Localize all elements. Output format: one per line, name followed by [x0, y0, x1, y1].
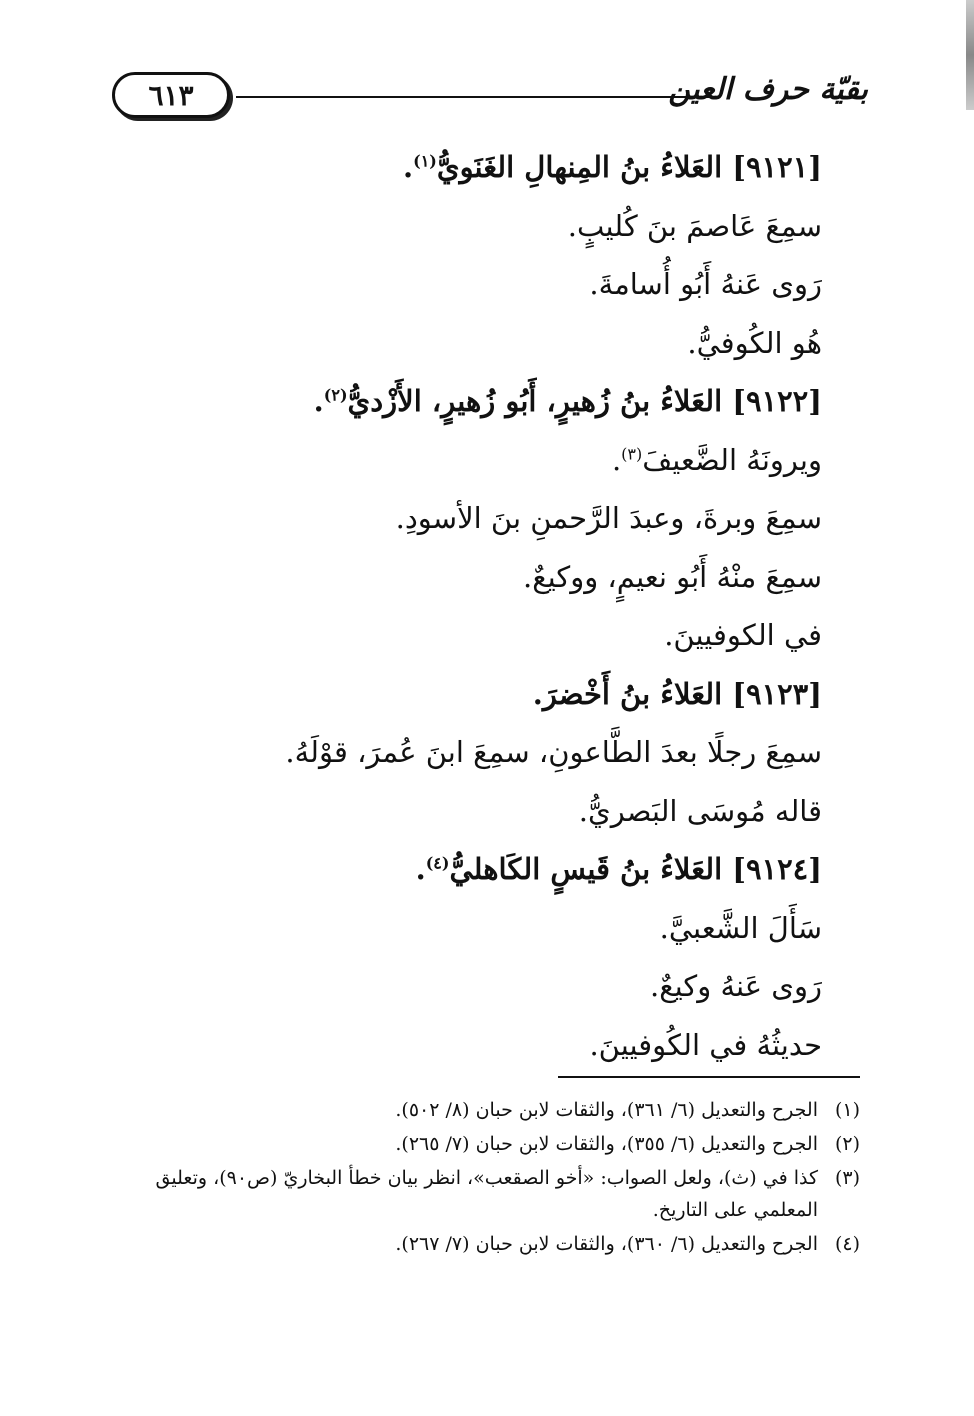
footnote-ref: (١): [413, 151, 437, 171]
line-text: سمِعَ عَاصمَ بنَ كُليبٍ.: [567, 208, 822, 243]
line-text: ويرونَهُ الضَّعيفَ: [642, 442, 822, 477]
main-text: [120, 138, 822, 1074]
text-line: [120, 899, 822, 958]
footnote-mark: (٤): [834, 1233, 860, 1255]
running-title: بقيّة حرف العين: [668, 72, 868, 107]
text-line: [120, 957, 822, 1016]
line-text: سمِعَ رجلًا بعدَ الطَّاعونِ، سمِعَ ابنَ عُمرَ، قوْلَهُ.: [285, 735, 822, 769]
footnote-mark: (٣): [834, 1167, 860, 1189]
footnote-ref: (٣): [621, 443, 643, 463]
line-text: في الكوفيينَ.: [664, 618, 822, 652]
text-line: [120, 840, 822, 899]
footnote: [110, 1094, 860, 1126]
text-line: [120, 489, 822, 548]
footnote: [110, 1128, 860, 1160]
page-number: ٦١٣: [112, 72, 230, 118]
page-header: [112, 72, 868, 132]
line-text: قاله مُوسَى البَصريُّ.: [578, 793, 822, 828]
text-line: [120, 665, 822, 724]
footnote-text: كذا في (ث)، ولعل الصواب: «أخو الصقعب»، انظر بيان خطأ البخاريّ (ص٩٠)، وتعليق المعلمي على التاريخ.: [155, 1167, 818, 1221]
text-line: [120, 255, 822, 314]
line-text: رَوى عَنهُ وكيعٌ.: [650, 969, 822, 1003]
line-tail: .: [403, 150, 414, 184]
footnote-ref: (٢): [323, 385, 348, 405]
line-text: [٩١٢٣] العَلاءُ بنُ أَخْضرَ.: [532, 676, 822, 711]
line-tail: .: [415, 852, 426, 886]
footnote-text: الجرح والتعديل (٦/ ٣٦٠)، والثقات لابن حبان (٧/ ٢٦٧).: [395, 1233, 818, 1255]
line-text: هُو الكُوفيُّ.: [687, 325, 822, 360]
text-line: [120, 197, 822, 256]
line-text: سَأَلَ الشَّعبيَّ.: [659, 910, 822, 945]
line-text: [٩١٢٢] العَلاءُ بنُ زُهيرٍ، أَبُو زُهيرٍ، الأَزْديُّ: [347, 384, 822, 418]
footnote-ref: (٤): [425, 853, 450, 873]
footnote: [110, 1162, 860, 1226]
line-text: سمِعَ وبرةَ، وعبدَ الرَّحمنِ بنَ الأسودِ.: [395, 501, 822, 535]
text-line: [120, 1016, 822, 1075]
header-rule: [236, 96, 718, 98]
line-tail: .: [313, 384, 324, 418]
footnote-separator: [558, 1076, 860, 1078]
text-line: [120, 372, 822, 431]
footnote-mark: (٢): [834, 1133, 860, 1155]
footnotes: [110, 1094, 860, 1262]
line-text: حديثُهُ في الكُوفيينَ.: [589, 1027, 822, 1062]
line-text: سمِعَ منْهُ أَبُو نعيمٍ، ووكيعٌ.: [522, 559, 822, 594]
text-line: [120, 314, 822, 373]
text-line: [120, 606, 822, 665]
line-tail: .: [611, 442, 622, 477]
line-text: [٩١٢٤] العَلاءُ بنُ قَيسٍ الكَاهليُّ: [449, 852, 822, 886]
footnote-text: الجرح والتعديل (٦/ ٣٦١)، والثقات لابن حبان (٨/ ٥٠٢).: [395, 1099, 818, 1121]
footnote-mark: (١): [834, 1099, 860, 1121]
footnote: [110, 1228, 860, 1260]
line-text: رَوى عَنهُ أَبُو أُسامةَ.: [589, 267, 822, 301]
text-line: [120, 548, 822, 607]
text-line: [120, 138, 822, 197]
text-line: [120, 782, 822, 841]
text-line: [120, 723, 822, 782]
scan-edge-mark: [966, 0, 974, 110]
text-line: [120, 431, 822, 490]
line-text: [٩١٢١] العَلاءُ بنُ المِنهالِ الغَنَويُّ: [436, 150, 822, 184]
footnote-text: الجرح والتعديل (٦/ ٣٥٥)، والثقات لابن حبان (٧/ ٢٦٥).: [395, 1133, 818, 1155]
